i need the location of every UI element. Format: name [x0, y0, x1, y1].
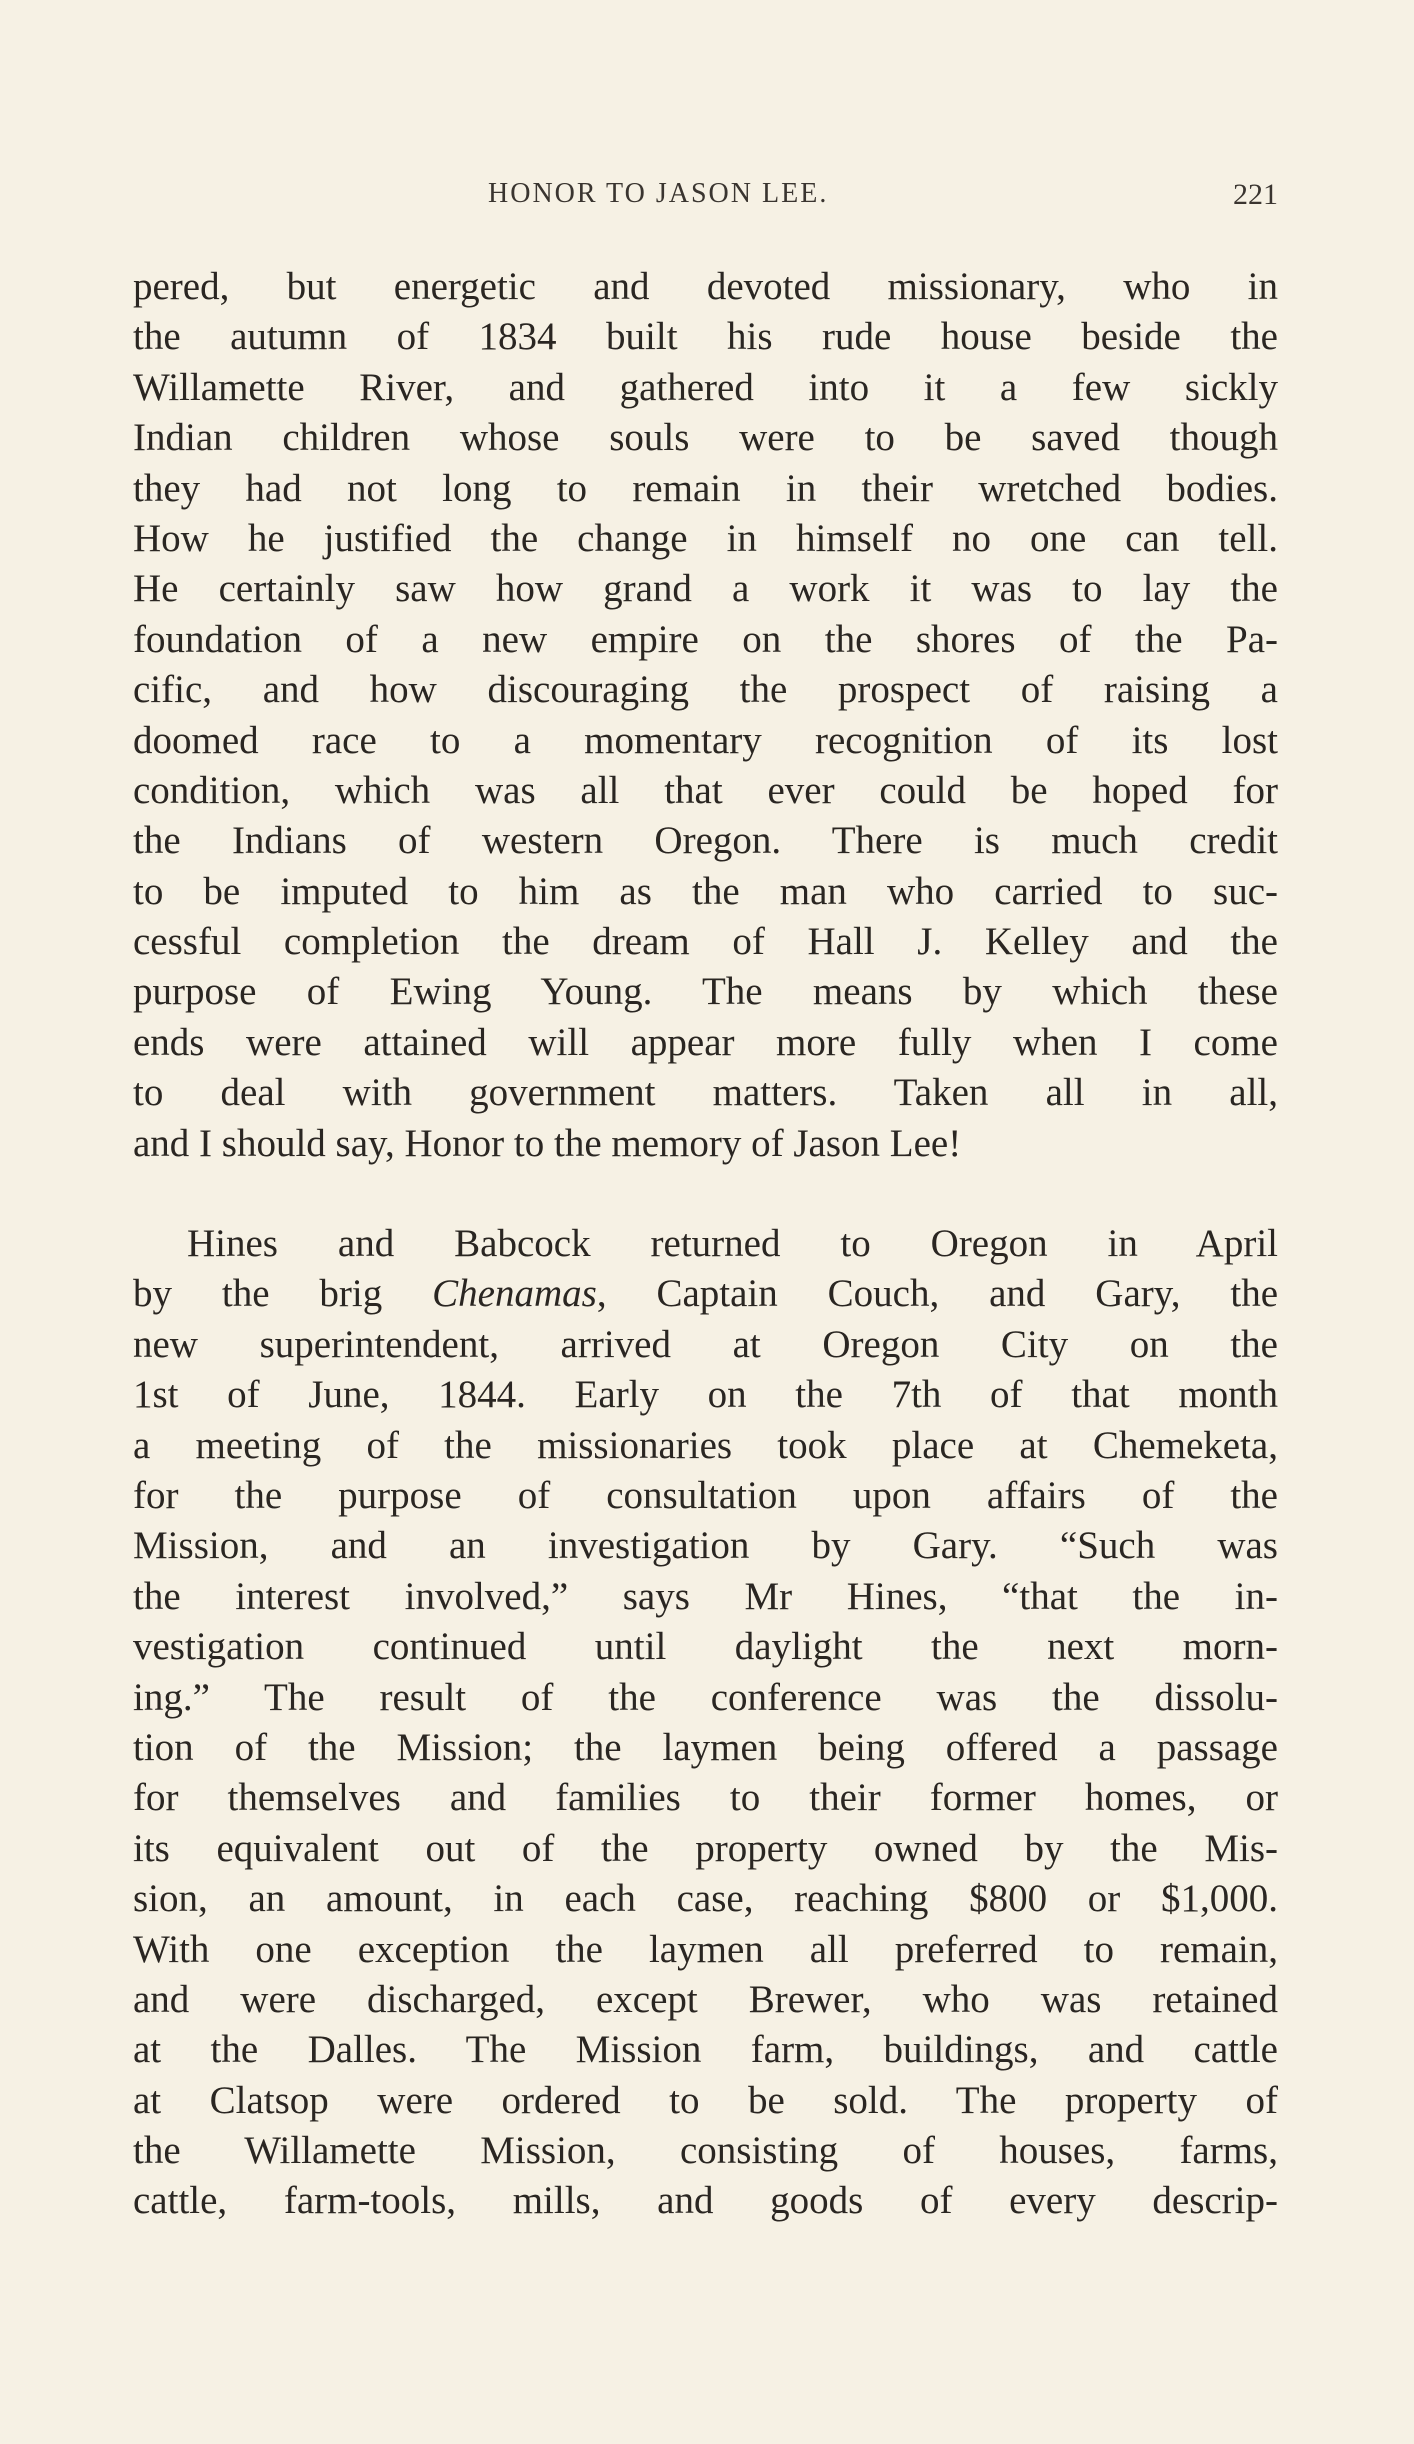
text-line: Indian children whose souls were to be saved though	[133, 416, 1278, 460]
text-line: its equivalent out of the property owned by the Mis-	[133, 1826, 1278, 1870]
body-text	[133, 262, 1278, 2227]
text-segment: , Captain Couch, and Gary, the	[596, 1272, 1278, 1316]
text-line: Mission, and an investigation by Gary. “Such was	[133, 1524, 1278, 1568]
page-number: 221	[1233, 178, 1278, 211]
text-line: cific, and how discouraging the prospect of raising a	[133, 668, 1278, 712]
text-line-with-ship-name	[133, 1269, 1278, 1319]
text-line: at Clatsop were ordered to be sold. The property of	[133, 2078, 1278, 2122]
text-line: the autumn of 1834 built his rude house beside the	[133, 315, 1278, 359]
text-line: the Indians of western Oregon. There is much credit	[133, 819, 1278, 863]
text-line: to be imputed to him as the man who carried to suc-	[133, 869, 1278, 913]
text-line: the Willamette Mission, consisting of houses, farms,	[133, 2129, 1278, 2173]
text-line: With one exception the laymen all preferred to remain,	[133, 1927, 1278, 1971]
text-line: 1st of June, 1844. Early on the 7th of that month	[133, 1373, 1278, 1417]
text-line: ing.” The result of the conference was the dissolu-	[133, 1675, 1278, 1719]
text-line: sion, an amount, in each case, reaching $800 or $1,000.	[133, 1877, 1278, 1921]
text-line: cessful completion the dream of Hall J. Kelley and the	[133, 920, 1278, 964]
text-line: vestigation continued until daylight the next morn-	[133, 1625, 1278, 1669]
text-line: doomed race to a momentary recognition of its lost	[133, 718, 1278, 762]
text-line: new superintendent, arrived at Oregon City on the	[133, 1322, 1278, 1366]
text-line: ends were attained will appear more fully when I come	[133, 1020, 1278, 1064]
paragraph-gap	[133, 1169, 1278, 1219]
text-line: at the Dalles. The Mission farm, buildings, and cattle	[133, 2028, 1278, 2072]
running-head	[328, 178, 1278, 218]
text-line: pered, but energetic and devoted missionary, who in	[133, 265, 1278, 308]
text-segment: by the brig	[133, 1272, 383, 1316]
text-line: they had not long to remain in their wretched bodies.	[133, 466, 1278, 510]
text-line: purpose of Ewing Young. The means by which these	[133, 970, 1278, 1014]
text-line: tion of the Mission; the laymen being offered a passage	[133, 1725, 1278, 1769]
text-line: How he justified the change in himself no one can tell.	[133, 516, 1278, 560]
text-line: condition, which was all that ever could be hoped for	[133, 768, 1278, 812]
text-line: for themselves and families to their former homes, or	[133, 1776, 1278, 1820]
text-line: for the purpose of consultation upon affairs of the	[133, 1473, 1278, 1517]
text-line: and were discharged, except Brewer, who was retained	[133, 1977, 1278, 2021]
running-title: HONOR TO JASON LEE.	[488, 178, 829, 209]
text-line: foundation of a new empire on the shores of the Pa-	[133, 617, 1278, 661]
text-line: He certainly saw how grand a work it was to lay the	[133, 567, 1278, 611]
text-line: and I should say, Honor to the memory of Jason Lee!	[133, 1121, 962, 1165]
paragraph-2	[133, 1219, 1278, 2227]
text-line: to deal with government matters. Taken all in all,	[133, 1071, 1278, 1115]
text-line: Willamette River, and gathered into it a few sickly	[133, 365, 1278, 409]
text-line: Hines and Babcock returned to Oregon in April	[187, 1222, 1278, 1266]
text-line: cattle, farm-tools, mills, and goods of every descrip-	[133, 2179, 1278, 2223]
paragraph-1	[133, 262, 1278, 1169]
text-line: the interest involved,” says Mr Hines, “that the in-	[133, 1574, 1278, 1618]
ship-name: Chenamas	[432, 1272, 597, 1316]
text-line: a meeting of the missionaries took place at Chemeketa,	[133, 1423, 1278, 1467]
